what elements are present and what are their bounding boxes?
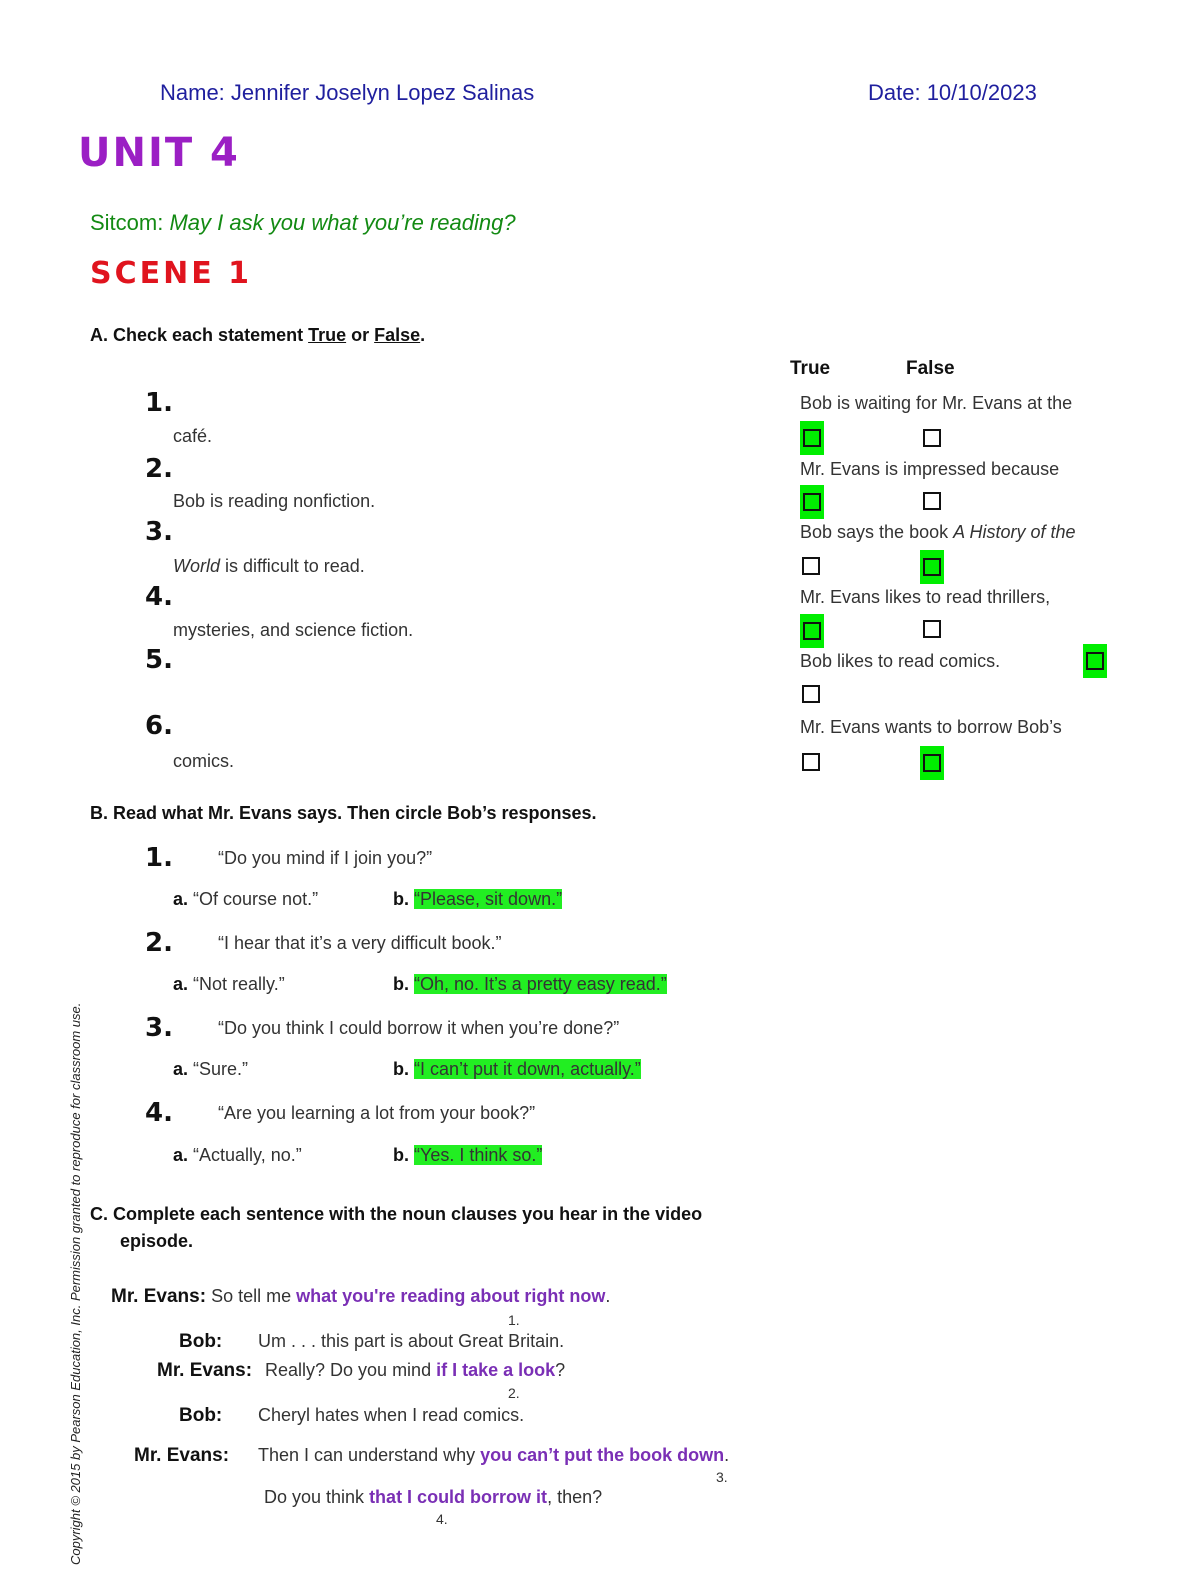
- dialogue-text: Cheryl hates when I read comics.: [258, 1405, 525, 1425]
- book-title: A History of the: [953, 522, 1076, 542]
- false-checkbox[interactable]: [920, 746, 944, 780]
- sitcom-line: [90, 210, 516, 236]
- item-number: 3.: [145, 1013, 173, 1043]
- dialogue-text: So tell me: [211, 1286, 297, 1306]
- option-b[interactable]: [393, 1145, 542, 1166]
- statement-line: café.: [173, 426, 213, 446]
- item-number: 4.: [145, 582, 173, 612]
- selected-answer: “I can’t put it down, actually.”: [414, 1059, 641, 1079]
- true-checkbox[interactable]: [802, 685, 820, 703]
- dialogue-text: Um . . . this part is about Great Britain.: [258, 1331, 565, 1351]
- item-number: 6.: [145, 711, 173, 741]
- selected-answer: “Yes. I think so.”: [414, 1145, 543, 1165]
- dialogue-text: .: [724, 1445, 730, 1465]
- dialogue-text: Then I can understand why: [258, 1445, 481, 1465]
- section-a-period: .: [420, 325, 426, 345]
- blank-number: 4.: [436, 1511, 448, 1527]
- filled-answer[interactable]: that I could borrow it: [369, 1487, 548, 1507]
- blank-number: 2.: [508, 1385, 520, 1401]
- statement-line: comics.: [173, 751, 235, 771]
- option-a[interactable]: [173, 974, 285, 995]
- section-a-false-word: False: [374, 325, 421, 345]
- speaker: Bob:: [179, 1405, 223, 1426]
- dialogue-line: [264, 1487, 602, 1508]
- option-label: a.: [173, 1059, 189, 1079]
- section-c-title-cont: episode.: [120, 1231, 194, 1251]
- true-checkbox[interactable]: [802, 753, 820, 771]
- statement-line: Mr. Evans wants to borrow Bob’s: [800, 717, 1062, 737]
- statement-line: Bob likes to read comics.: [800, 651, 1001, 671]
- unit-title: UNIT 4: [78, 130, 240, 176]
- option-label: b.: [393, 974, 409, 994]
- scene-title: SCENE 1: [90, 256, 253, 291]
- dialogue-text: , then?: [547, 1487, 603, 1507]
- option-text: “Actually, no.”: [193, 1145, 302, 1165]
- statement-line: [173, 556, 365, 577]
- dialogue-line: [265, 1360, 565, 1381]
- dialogue-text: Do you think: [264, 1487, 370, 1507]
- true-checkbox[interactable]: [800, 614, 824, 648]
- item-number: 5.: [145, 645, 173, 675]
- item-number: 4.: [145, 1098, 173, 1128]
- item-number: 1.: [145, 843, 173, 873]
- dialogue-line: [111, 1286, 610, 1308]
- dialogue-text: Really? Do you mind: [265, 1360, 437, 1380]
- student-name: Name: Jennifer Joselyn Lopez Salinas: [160, 80, 535, 105]
- option-text: “Not really.”: [193, 974, 285, 994]
- statement-line: mysteries, and science fiction.: [173, 620, 414, 640]
- true-checkbox[interactable]: [800, 485, 824, 519]
- statement-line: [800, 522, 1076, 543]
- true-checkbox[interactable]: [802, 557, 820, 575]
- statement-text: Bob says the book: [800, 522, 954, 542]
- speaker: Mr. Evans:: [134, 1445, 230, 1466]
- section-a-title: [90, 325, 425, 346]
- option-text: “Sure.”: [193, 1059, 249, 1079]
- sitcom-label: Sitcom:: [90, 210, 164, 235]
- section-a-or: or: [346, 325, 375, 345]
- speaker: Mr. Evans:: [111, 1286, 207, 1307]
- selected-answer: “Please, sit down.”: [414, 889, 563, 909]
- false-checkbox[interactable]: [923, 492, 941, 510]
- filled-answer[interactable]: you can’t put the book down: [480, 1445, 725, 1465]
- speaker: Bob:: [179, 1331, 223, 1352]
- section-a-true-word: True: [308, 325, 347, 345]
- option-label: a.: [173, 889, 189, 909]
- statement-line: Bob is reading nonfiction.: [173, 491, 376, 511]
- statement-line: Bob is waiting for Mr. Evans at the: [800, 393, 1073, 413]
- option-label: b.: [393, 1145, 409, 1165]
- column-true: True: [790, 358, 831, 379]
- blank-number: 1.: [508, 1312, 520, 1328]
- selected-answer: “Oh, no. It’s a pretty easy read.”: [414, 974, 667, 994]
- prompt: “Are you learning a lot from your book?”: [218, 1103, 536, 1123]
- false-checkbox[interactable]: [920, 550, 944, 584]
- date: Date: 10/10/2023: [868, 80, 1037, 105]
- option-label: b.: [393, 889, 409, 909]
- false-checkbox[interactable]: [1083, 644, 1107, 678]
- option-b[interactable]: [393, 889, 562, 910]
- filled-answer[interactable]: what you're reading about right now: [296, 1286, 606, 1306]
- item-number: 3.: [145, 517, 173, 547]
- statement-line: Mr. Evans likes to read thrillers,: [800, 587, 1051, 607]
- item-number: 1.: [145, 388, 173, 418]
- option-label: a.: [173, 974, 189, 994]
- option-b[interactable]: [393, 974, 667, 995]
- section-b-title: B. Read what Mr. Evans says. Then circle Bob’s responses.: [90, 803, 597, 823]
- item-number: 2.: [145, 928, 173, 958]
- dialogue-line: [258, 1445, 729, 1466]
- option-label: a.: [173, 1145, 189, 1165]
- column-false: False: [906, 358, 955, 379]
- copyright-notice: Copyright © 2015 by Pearson Education, Inc. Permission granted to reproduce for classroom use.: [68, 1002, 83, 1565]
- option-text: “Of course not.”: [193, 889, 319, 909]
- prompt: “Do you think I could borrow it when you’re done?”: [218, 1018, 620, 1038]
- sitcom-title: May I ask you what you’re reading?: [169, 210, 516, 235]
- dialogue-text: ?: [555, 1360, 566, 1380]
- section-c-title: C. Complete each sentence with the noun clauses you hear in the video: [90, 1204, 703, 1224]
- book-title: World: [173, 556, 221, 576]
- section-a-title-text: A. Check each statement: [90, 325, 309, 345]
- prompt: “Do you mind if I join you?”: [218, 848, 433, 868]
- false-checkbox[interactable]: [923, 429, 941, 447]
- statement-text: is difficult to read.: [220, 556, 365, 576]
- blank-number: 3.: [716, 1469, 728, 1485]
- item-number: 2.: [145, 454, 173, 484]
- true-checkbox[interactable]: [800, 421, 824, 455]
- option-a[interactable]: [173, 1145, 302, 1166]
- filled-answer[interactable]: if I take a look: [436, 1360, 556, 1380]
- statement-line: Mr. Evans is impressed because: [800, 459, 1060, 479]
- false-checkbox[interactable]: [923, 620, 941, 638]
- option-b[interactable]: [393, 1059, 641, 1080]
- dialogue-text: .: [605, 1286, 611, 1306]
- option-a[interactable]: [173, 1059, 248, 1080]
- speaker: Mr. Evans:: [157, 1360, 253, 1381]
- prompt: “I hear that it’s a very difficult book.”: [218, 933, 502, 953]
- option-label: b.: [393, 1059, 409, 1079]
- option-a[interactable]: [173, 889, 318, 910]
